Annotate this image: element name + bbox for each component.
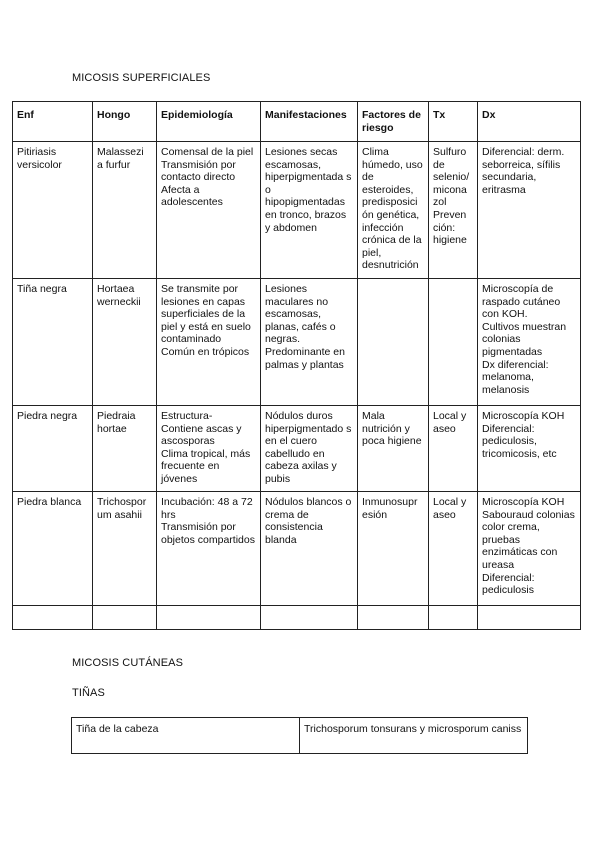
table-cell [429,279,478,406]
table-cell: Trichosporum tonsurans y microsporum caniss [300,718,528,754]
header-hongo: Hongo [93,102,157,142]
table-cell: Hortaea werneckii [93,279,157,406]
table-cell: Clima húmedo, uso de esteroides, predisposici ón genética, infección crónica de la piel, desnutrición [358,142,429,279]
table-cell [93,606,157,630]
table-cell: Tiña negra [13,279,93,406]
table-cell: Local y aseo [429,406,478,492]
table-cell: Incubación: 48 a 72 hrs Transmisión por objetos compartidos [157,492,261,606]
header-epidemiologia: Epidemiología [157,102,261,142]
tinas-table [71,717,528,754]
table-cell: Pitiriasis versicolor [13,142,93,279]
table-cell: Sulfuro de selenio/ micona zol Preven ción: higiene [429,142,478,279]
table-row-empty [13,606,581,630]
table-cell: Lesiones secas escamosas, hiperpigmentada s o hipopigmentadas en tronco, brazos y abdomen [261,142,358,279]
table-cell: Piedraia hortae [93,406,157,492]
table-cell: Trichospor um asahii [93,492,157,606]
table-row [13,406,581,492]
micosis-table [12,101,581,630]
table-cell: Microscopía KOH Diferencial: pediculosis, tricomicosis, etc [478,406,581,492]
table-cell: Estructura- Contiene ascas y ascosporas Clima tropical, más frecuente en jóvenes [157,406,261,492]
header-enf: Enf [13,102,93,142]
page-title: MICOSIS SUPERFICIALES [72,72,211,84]
header-row [13,102,581,142]
table-cell: Microscopía de raspado cutáneo con KOH. Cultivos muestran colonias pigmentadas Dx diferencial: melanoma, melanosis [478,279,581,406]
table-row [72,718,528,754]
table-cell [358,606,429,630]
table-cell: Comensal de la piel Transmisión por contacto directo Afecta a adolescentes [157,142,261,279]
table-cell: Local y aseo [429,492,478,606]
table-cell: Piedra blanca [13,492,93,606]
table-cell: Nódulos blancos o crema de consistencia blanda [261,492,358,606]
table-cell [261,606,358,630]
table-cell: Inmunosupr esión [358,492,429,606]
table-row [13,279,581,406]
table-cell [478,606,581,630]
header-manifestaciones: Manifestaciones [261,102,358,142]
table-cell: Microscopía KOH Sabouraud colonias color crema, pruebas enzimáticas con ureasa Diferencial: pediculosis [478,492,581,606]
table-cell [429,606,478,630]
table-cell: Se transmite por lesiones en capas superficiales de la piel y está en suelo contaminado Común en trópicos [157,279,261,406]
header-dx: Dx [478,102,581,142]
table-row [13,492,581,606]
table-cell [358,279,429,406]
table-row [13,142,581,279]
table-cell: Mala nutrición y poca higiene [358,406,429,492]
header-tx: Tx [429,102,478,142]
table-cell [13,606,93,630]
table-cell: Lesiones maculares no escamosas, planas, cafés o negras. Predominante en palmas y plantas [261,279,358,406]
section-heading-cutaneas: MICOSIS CUTÁNEAS [72,657,184,669]
table-cell: Malassezi a furfur [93,142,157,279]
section-heading-tinas: TIÑAS [72,687,105,699]
table-cell: Nódulos duros hiperpigmentado s en el cuero cabelludo en cabeza axilas y pubis [261,406,358,492]
table-cell: Piedra negra [13,406,93,492]
header-factores: Factores de riesgo [358,102,429,142]
table-cell [157,606,261,630]
table-cell: Diferencial: derm. seborreica, sífilis secundaria, eritrasma [478,142,581,279]
table-cell: Tiña de la cabeza [72,718,300,754]
